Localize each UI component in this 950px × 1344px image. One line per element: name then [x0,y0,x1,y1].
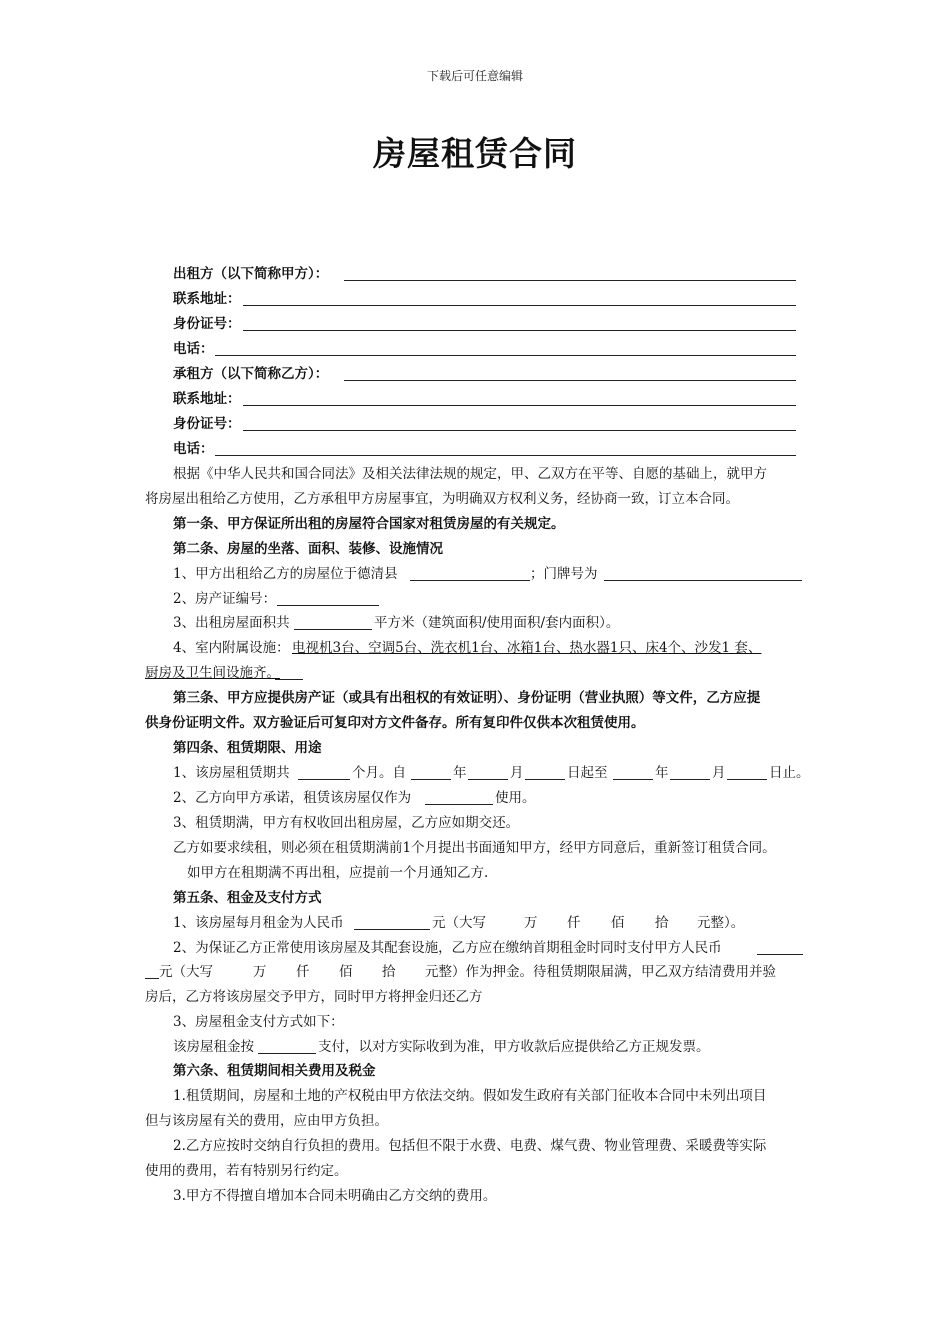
end-month-blank[interactable] [670,764,710,780]
end-day-blank[interactable] [727,764,767,780]
usage-blank[interactable] [425,789,493,805]
months-blank[interactable] [298,764,350,780]
deposit-blank[interactable] [757,939,803,955]
monthly-rent-blank[interactable] [354,914,430,930]
end-year-blank[interactable] [613,764,653,780]
lessee-name-blank[interactable] [344,365,796,381]
county-blank[interactable] [410,565,530,581]
start-year-blank[interactable] [411,764,451,780]
lessee-phone-blank[interactable] [215,440,796,456]
lessor-address-blank[interactable] [243,290,796,306]
lessor-name-blank[interactable] [344,265,796,281]
start-day-blank[interactable] [525,764,565,780]
start-month-blank[interactable] [468,764,508,780]
lessee-id-blank[interactable] [243,415,796,431]
lessee-address-blank[interactable] [243,390,796,406]
lessor-phone-blank[interactable] [215,340,796,356]
payment-method-blank[interactable] [258,1038,316,1054]
facilities-underline-tail [275,664,303,680]
document-title: 房屋租赁合同 [373,134,577,173]
house-number-blank[interactable] [604,565,802,581]
lessor-id-blank[interactable] [243,315,796,331]
deposit-blank-cont[interactable] [145,963,159,979]
page-header: 下载后可任意编辑 [426,69,523,83]
property-cert-blank[interactable] [277,590,379,606]
area-blank[interactable] [294,614,372,630]
